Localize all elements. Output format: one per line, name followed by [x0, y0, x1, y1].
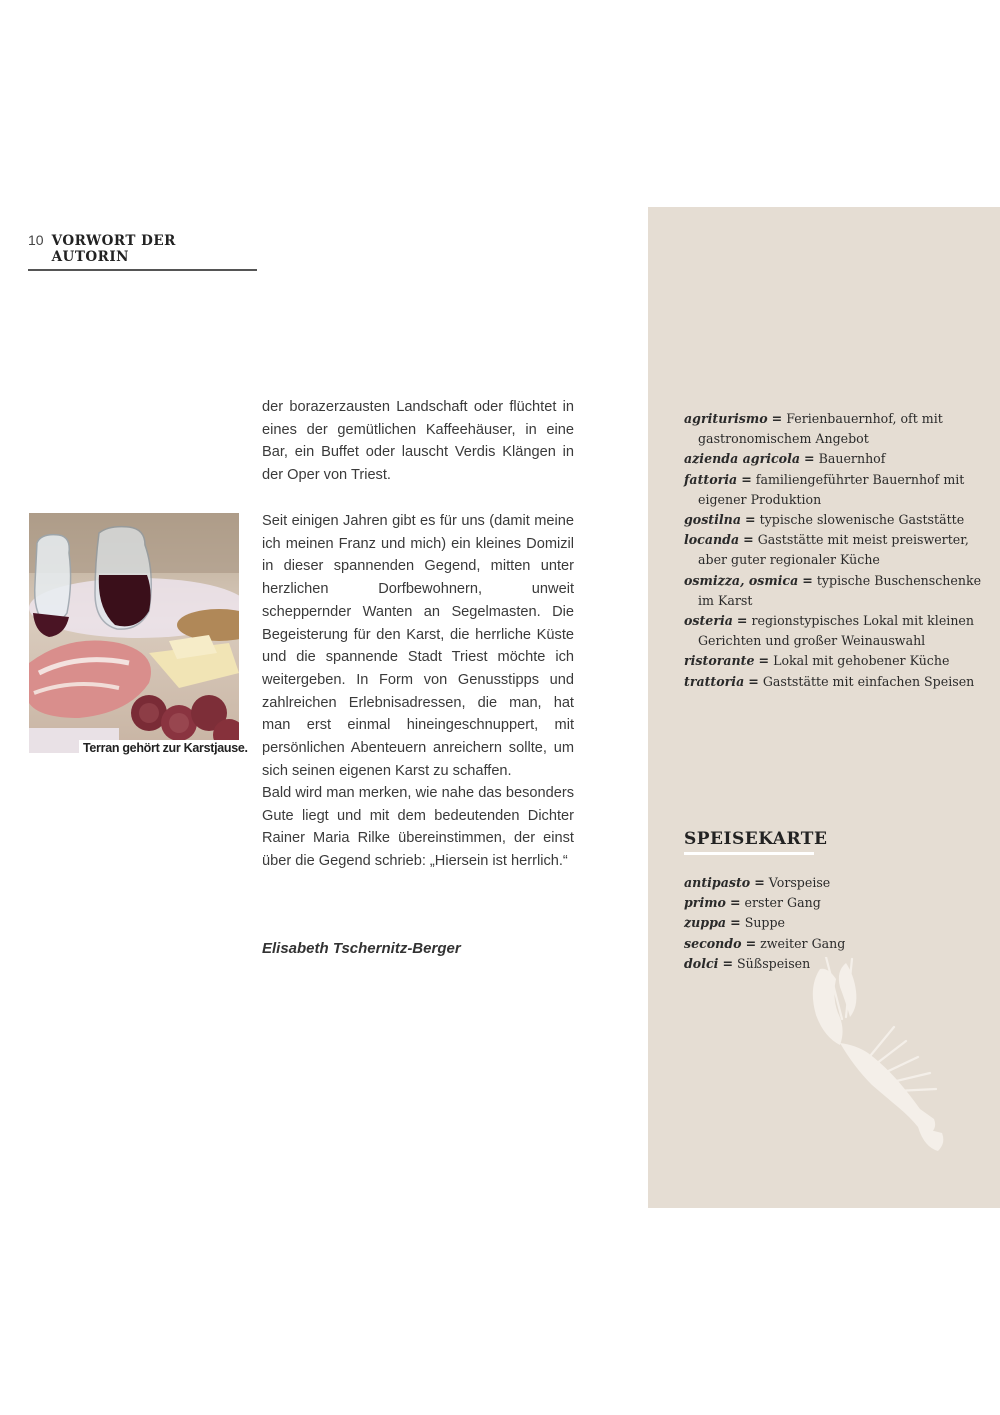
glossary-entry: [684, 449, 984, 469]
menu-term: antipasto: [684, 875, 751, 890]
glossary-term: fattoria: [684, 471, 738, 487]
glossary-term: trattoria: [684, 673, 745, 689]
glossary-entry: [684, 510, 984, 530]
equals-sign: =: [754, 875, 765, 890]
glossary-definition: Gaststätte mit meist preiswerter, aber guter regionaler Küche: [698, 532, 969, 568]
page-number: 10: [28, 232, 44, 248]
glossary-entry: [684, 571, 984, 611]
glossary-term: osteria: [684, 613, 733, 629]
menu-definition: erster Gang: [744, 895, 821, 911]
glossary-term: agriturismo: [684, 411, 768, 426]
equals-sign: =: [743, 532, 754, 548]
glossary-entry: [684, 409, 984, 449]
menu-term: zuppa: [684, 915, 727, 931]
glossary-definition: Lokal mit gehobener Küche: [773, 653, 950, 669]
glossary-term: ristorante: [684, 653, 755, 669]
glossary-entry: [684, 611, 984, 651]
equals-sign: =: [771, 411, 783, 426]
glossary-definition: regionstypisches Lokal mit kleinen Gerichten und großer Weinauswahl: [698, 613, 974, 649]
glossary-definition: Bauernhof: [818, 451, 886, 467]
menu-definition: Süßspeisen: [737, 955, 811, 971]
glossary-list: [684, 409, 984, 692]
glossary-definition: typische Buschenschenke im Karst: [698, 572, 982, 608]
menu-entry: [684, 934, 845, 954]
equals-sign: =: [730, 915, 741, 931]
lobster-icon: [806, 957, 946, 1157]
equals-sign: =: [804, 451, 815, 467]
glossary-term: locanda: [684, 532, 740, 548]
glossary-term: osmizza, osmica: [684, 572, 799, 588]
equals-sign: =: [736, 613, 748, 629]
karstjause-photo: [29, 513, 239, 753]
paragraph-1: der borazerzausten Landschaft oder flüchtet in eines der gemütlichen Kaffeehäuser, in eine Bar, ein Buffet oder lauscht Verdis Klängen in der Oper von Triest.: [262, 399, 574, 484]
equals-sign: =: [758, 653, 770, 669]
equals-sign: =: [745, 935, 757, 951]
menu-definition: zweiter Gang: [760, 935, 846, 951]
photo-caption: Terran gehört zur Karstjause.: [79, 740, 250, 756]
equals-sign: =: [745, 512, 756, 528]
menu-term: dolci: [684, 955, 719, 971]
equals-sign: =: [741, 471, 752, 487]
glossary-sidebar: [648, 207, 1000, 1208]
glossary-entry: [684, 672, 984, 692]
equals-sign: =: [802, 572, 813, 588]
paragraph-3: Bald wird man merken, wie nahe das besonders Gute liegt und mit dem bedeutenden Dichter Rainer Maria Rilke übereinstimmen, der einst über die Gegend schrieb: „Hiersein ist herrlich.“: [262, 785, 574, 870]
equals-sign: =: [748, 673, 759, 689]
glossary-definition: Ferienbauernhof, oft mit gastronomischem Angebot: [698, 411, 943, 447]
menu-entry: [684, 913, 845, 933]
menu-section-title: SPEISEKARTE: [684, 829, 814, 855]
author-signature: Elisabeth Tschernitz-Berger: [262, 940, 461, 957]
menu-entry: [684, 893, 845, 913]
chapter-title: VORWORT DER AUTORIN: [51, 233, 176, 265]
menu-definition: Suppe: [744, 915, 786, 931]
menu-term: secondo: [684, 935, 742, 951]
glossary-entry: [684, 530, 984, 570]
glossary-definition: typische slowenische Gaststätte: [759, 512, 965, 528]
equals-sign: =: [729, 895, 741, 911]
menu-term: primo: [684, 895, 726, 911]
paragraph-2: Seit einigen Jahren gibt es für uns (damit meine ich meinen Franz und mich) ein kleines Domizil in dieser spannenden Gegend, mitten unter herzlichen Dorfbewohnern, unweit scheppernder Wanten an Segelmasten. Die Begeisterung für den Karst, die herrliche Küste und die spannende Stadt Triest möchte ich weitergeben. In Form von Genusstipps und zahlreichen Erlebnisadressen, die man, hat man erst einmal hineingeschnuppert, mit persönlichen Abenteuern anreichern sollte, um sich seinen eigenen Karst zu schaffen.: [262, 513, 574, 779]
glossary-entry: [684, 651, 984, 671]
glossary-term: azienda agricola: [684, 451, 801, 467]
page-header: [28, 232, 257, 271]
glossary-definition: familiengeführter Bauernhof mit eigener Produktion: [698, 471, 965, 507]
menu-definition: Vorspeise: [768, 875, 831, 890]
glossary-term: gostilna: [684, 512, 741, 528]
glossary-definition: Gaststätte mit einfachen Speisen: [762, 673, 975, 689]
glossary-entry: [684, 470, 984, 510]
menu-entry: [684, 873, 845, 893]
equals-sign: =: [722, 955, 734, 971]
